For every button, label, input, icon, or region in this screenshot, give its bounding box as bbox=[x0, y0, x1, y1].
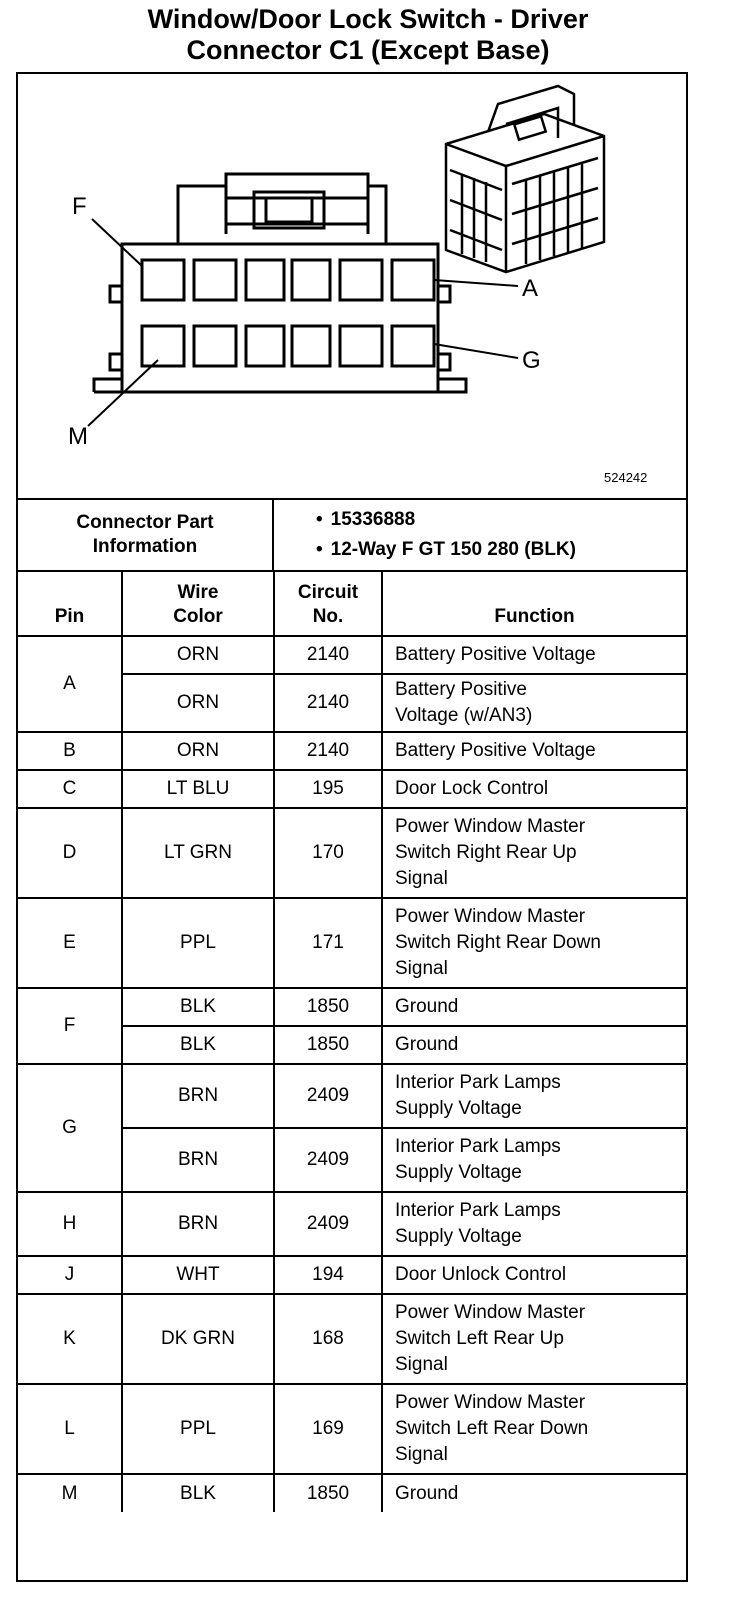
function-line: Switch Right Rear Down bbox=[395, 932, 601, 953]
figure-number: 524242 bbox=[604, 470, 648, 485]
table-row bbox=[18, 1256, 686, 1294]
function-line: Power Window Master bbox=[395, 906, 586, 927]
pin-cell: E bbox=[18, 898, 122, 988]
table-row bbox=[18, 1384, 686, 1474]
function-line: Ground bbox=[395, 996, 459, 1017]
pinout-table bbox=[18, 570, 686, 1512]
circuit-cell: 1850 bbox=[274, 988, 382, 1026]
circuit-cell: 2140 bbox=[274, 636, 382, 674]
table-row bbox=[18, 898, 686, 988]
circuit-cell: 2409 bbox=[274, 1064, 382, 1128]
function-cell bbox=[382, 1064, 686, 1128]
pin-label-g: G bbox=[522, 347, 541, 374]
function-cell bbox=[382, 732, 686, 770]
wire-color-cell: BRN bbox=[122, 1192, 274, 1256]
circuit-cell: 1850 bbox=[274, 1474, 382, 1512]
table-row bbox=[18, 770, 686, 808]
document-title bbox=[0, 4, 736, 66]
function-cell bbox=[382, 1294, 686, 1384]
function-line: Power Window Master bbox=[395, 1302, 586, 1323]
connector-part-info-label bbox=[18, 500, 274, 570]
connector-sheet bbox=[16, 72, 688, 1582]
wire-color-cell: WHT bbox=[122, 1256, 274, 1294]
connector-part-info-values bbox=[274, 500, 686, 570]
circuit-cell: 168 bbox=[274, 1294, 382, 1384]
function-cell bbox=[382, 1128, 686, 1192]
connector-face-drawing bbox=[18, 74, 686, 498]
function-line: Signal bbox=[395, 1354, 448, 1375]
part-number-line bbox=[316, 505, 686, 535]
circuit-cell: 2140 bbox=[274, 674, 382, 732]
pin-cell: M bbox=[18, 1474, 122, 1512]
wire-color-cell: BRN bbox=[122, 1128, 274, 1192]
function-cell bbox=[382, 808, 686, 898]
part-number: 15336888 bbox=[330, 509, 416, 530]
pin-cell: G bbox=[18, 1064, 122, 1192]
table-row bbox=[18, 808, 686, 898]
pin-cell: B bbox=[18, 732, 122, 770]
function-cell bbox=[382, 988, 686, 1026]
pin-cell: H bbox=[18, 1192, 122, 1256]
header-wire-color: Wire Color bbox=[122, 570, 274, 636]
function-line: Switch Right Rear Up bbox=[395, 842, 577, 863]
header-circuit-no: Circuit No. bbox=[274, 570, 382, 636]
wire-color-cell: ORN bbox=[122, 674, 274, 732]
pin-cell: F bbox=[18, 988, 122, 1064]
connector-diagram bbox=[18, 74, 686, 500]
pin-cell: A bbox=[18, 636, 122, 732]
pin-cell: L bbox=[18, 1384, 122, 1474]
wire-color-cell: PPL bbox=[122, 1384, 274, 1474]
info-label-line-1: Connector Part bbox=[76, 512, 214, 533]
circuit-cell: 195 bbox=[274, 770, 382, 808]
wire-color-cell: ORN bbox=[122, 732, 274, 770]
info-label-line-2: Information bbox=[92, 536, 198, 557]
wire-color-cell: ORN bbox=[122, 636, 274, 674]
function-cell bbox=[382, 898, 686, 988]
circuit-cell: 194 bbox=[274, 1256, 382, 1294]
table-row bbox=[18, 636, 686, 674]
function-line: Battery Positive bbox=[395, 679, 527, 700]
circuit-cell: 2409 bbox=[274, 1192, 382, 1256]
pin-label-f: F bbox=[72, 193, 87, 220]
function-cell bbox=[382, 1474, 686, 1512]
wire-color-cell: DK GRN bbox=[122, 1294, 274, 1384]
function-line: Supply Voltage bbox=[395, 1162, 522, 1183]
circuit-cell: 171 bbox=[274, 898, 382, 988]
wire-color-cell: LT BLU bbox=[122, 770, 274, 808]
table-row bbox=[18, 1474, 686, 1512]
function-cell bbox=[382, 636, 686, 674]
wire-color-cell: BLK bbox=[122, 1474, 274, 1512]
circuit-cell: 2140 bbox=[274, 732, 382, 770]
function-line: Battery Positive Voltage bbox=[395, 644, 596, 665]
function-line: Power Window Master bbox=[395, 816, 586, 837]
wire-color-cell: LT GRN bbox=[122, 808, 274, 898]
table-row bbox=[18, 1192, 686, 1256]
function-line: Signal bbox=[395, 958, 448, 979]
pin-cell: D bbox=[18, 808, 122, 898]
header-function: Function bbox=[382, 570, 686, 636]
table-row bbox=[18, 988, 686, 1026]
function-line: Power Window Master bbox=[395, 1392, 586, 1413]
pin-cell: J bbox=[18, 1256, 122, 1294]
function-line: Interior Park Lamps bbox=[395, 1200, 561, 1221]
bullet-icon: • bbox=[316, 509, 323, 530]
header-pin: Pin bbox=[18, 570, 122, 636]
part-description-line bbox=[316, 535, 686, 565]
pin-cell: K bbox=[18, 1294, 122, 1384]
function-cell bbox=[382, 1256, 686, 1294]
connector-part-info bbox=[18, 500, 686, 572]
pin-cell: C bbox=[18, 770, 122, 808]
function-line: Signal bbox=[395, 868, 448, 889]
title-line-2: Connector C1 (Except Base) bbox=[186, 35, 550, 65]
title-line-1: Window/Door Lock Switch - Driver bbox=[147, 4, 589, 34]
table-row bbox=[18, 1064, 686, 1128]
function-line: Voltage (w/AN3) bbox=[395, 705, 533, 726]
function-line: Ground bbox=[395, 1482, 459, 1504]
function-line: Signal bbox=[395, 1444, 448, 1465]
wire-color-cell: BRN bbox=[122, 1064, 274, 1128]
function-line: Door Lock Control bbox=[395, 778, 549, 799]
function-line: Battery Positive Voltage bbox=[395, 740, 596, 761]
wire-color-cell: BLK bbox=[122, 988, 274, 1026]
table-row bbox=[18, 732, 686, 770]
pin-label-m: M bbox=[68, 423, 88, 450]
circuit-cell: 170 bbox=[274, 808, 382, 898]
table-row bbox=[18, 1294, 686, 1384]
circuit-cell: 2409 bbox=[274, 1128, 382, 1192]
function-cell bbox=[382, 674, 686, 732]
circuit-cell: 169 bbox=[274, 1384, 382, 1474]
table-header-row bbox=[18, 570, 686, 636]
bullet-icon: • bbox=[316, 539, 323, 560]
function-line: Door Unlock Control bbox=[395, 1264, 567, 1285]
circuit-cell: 1850 bbox=[274, 1026, 382, 1064]
function-line: Supply Voltage bbox=[395, 1226, 522, 1247]
function-cell bbox=[382, 1384, 686, 1474]
function-cell bbox=[382, 770, 686, 808]
function-line: Interior Park Lamps bbox=[395, 1136, 561, 1157]
part-description: 12-Way F GT 150 280 (BLK) bbox=[330, 539, 576, 560]
wire-color-cell: BLK bbox=[122, 1026, 274, 1064]
pin-label-a: A bbox=[522, 275, 539, 302]
function-cell bbox=[382, 1192, 686, 1256]
function-line: Switch Left Rear Down bbox=[395, 1418, 589, 1439]
function-line: Supply Voltage bbox=[395, 1098, 522, 1119]
function-cell bbox=[382, 1026, 686, 1064]
wire-color-cell: PPL bbox=[122, 898, 274, 988]
function-line: Ground bbox=[395, 1034, 459, 1055]
function-line: Interior Park Lamps bbox=[395, 1072, 561, 1093]
function-line: Switch Left Rear Up bbox=[395, 1328, 564, 1349]
